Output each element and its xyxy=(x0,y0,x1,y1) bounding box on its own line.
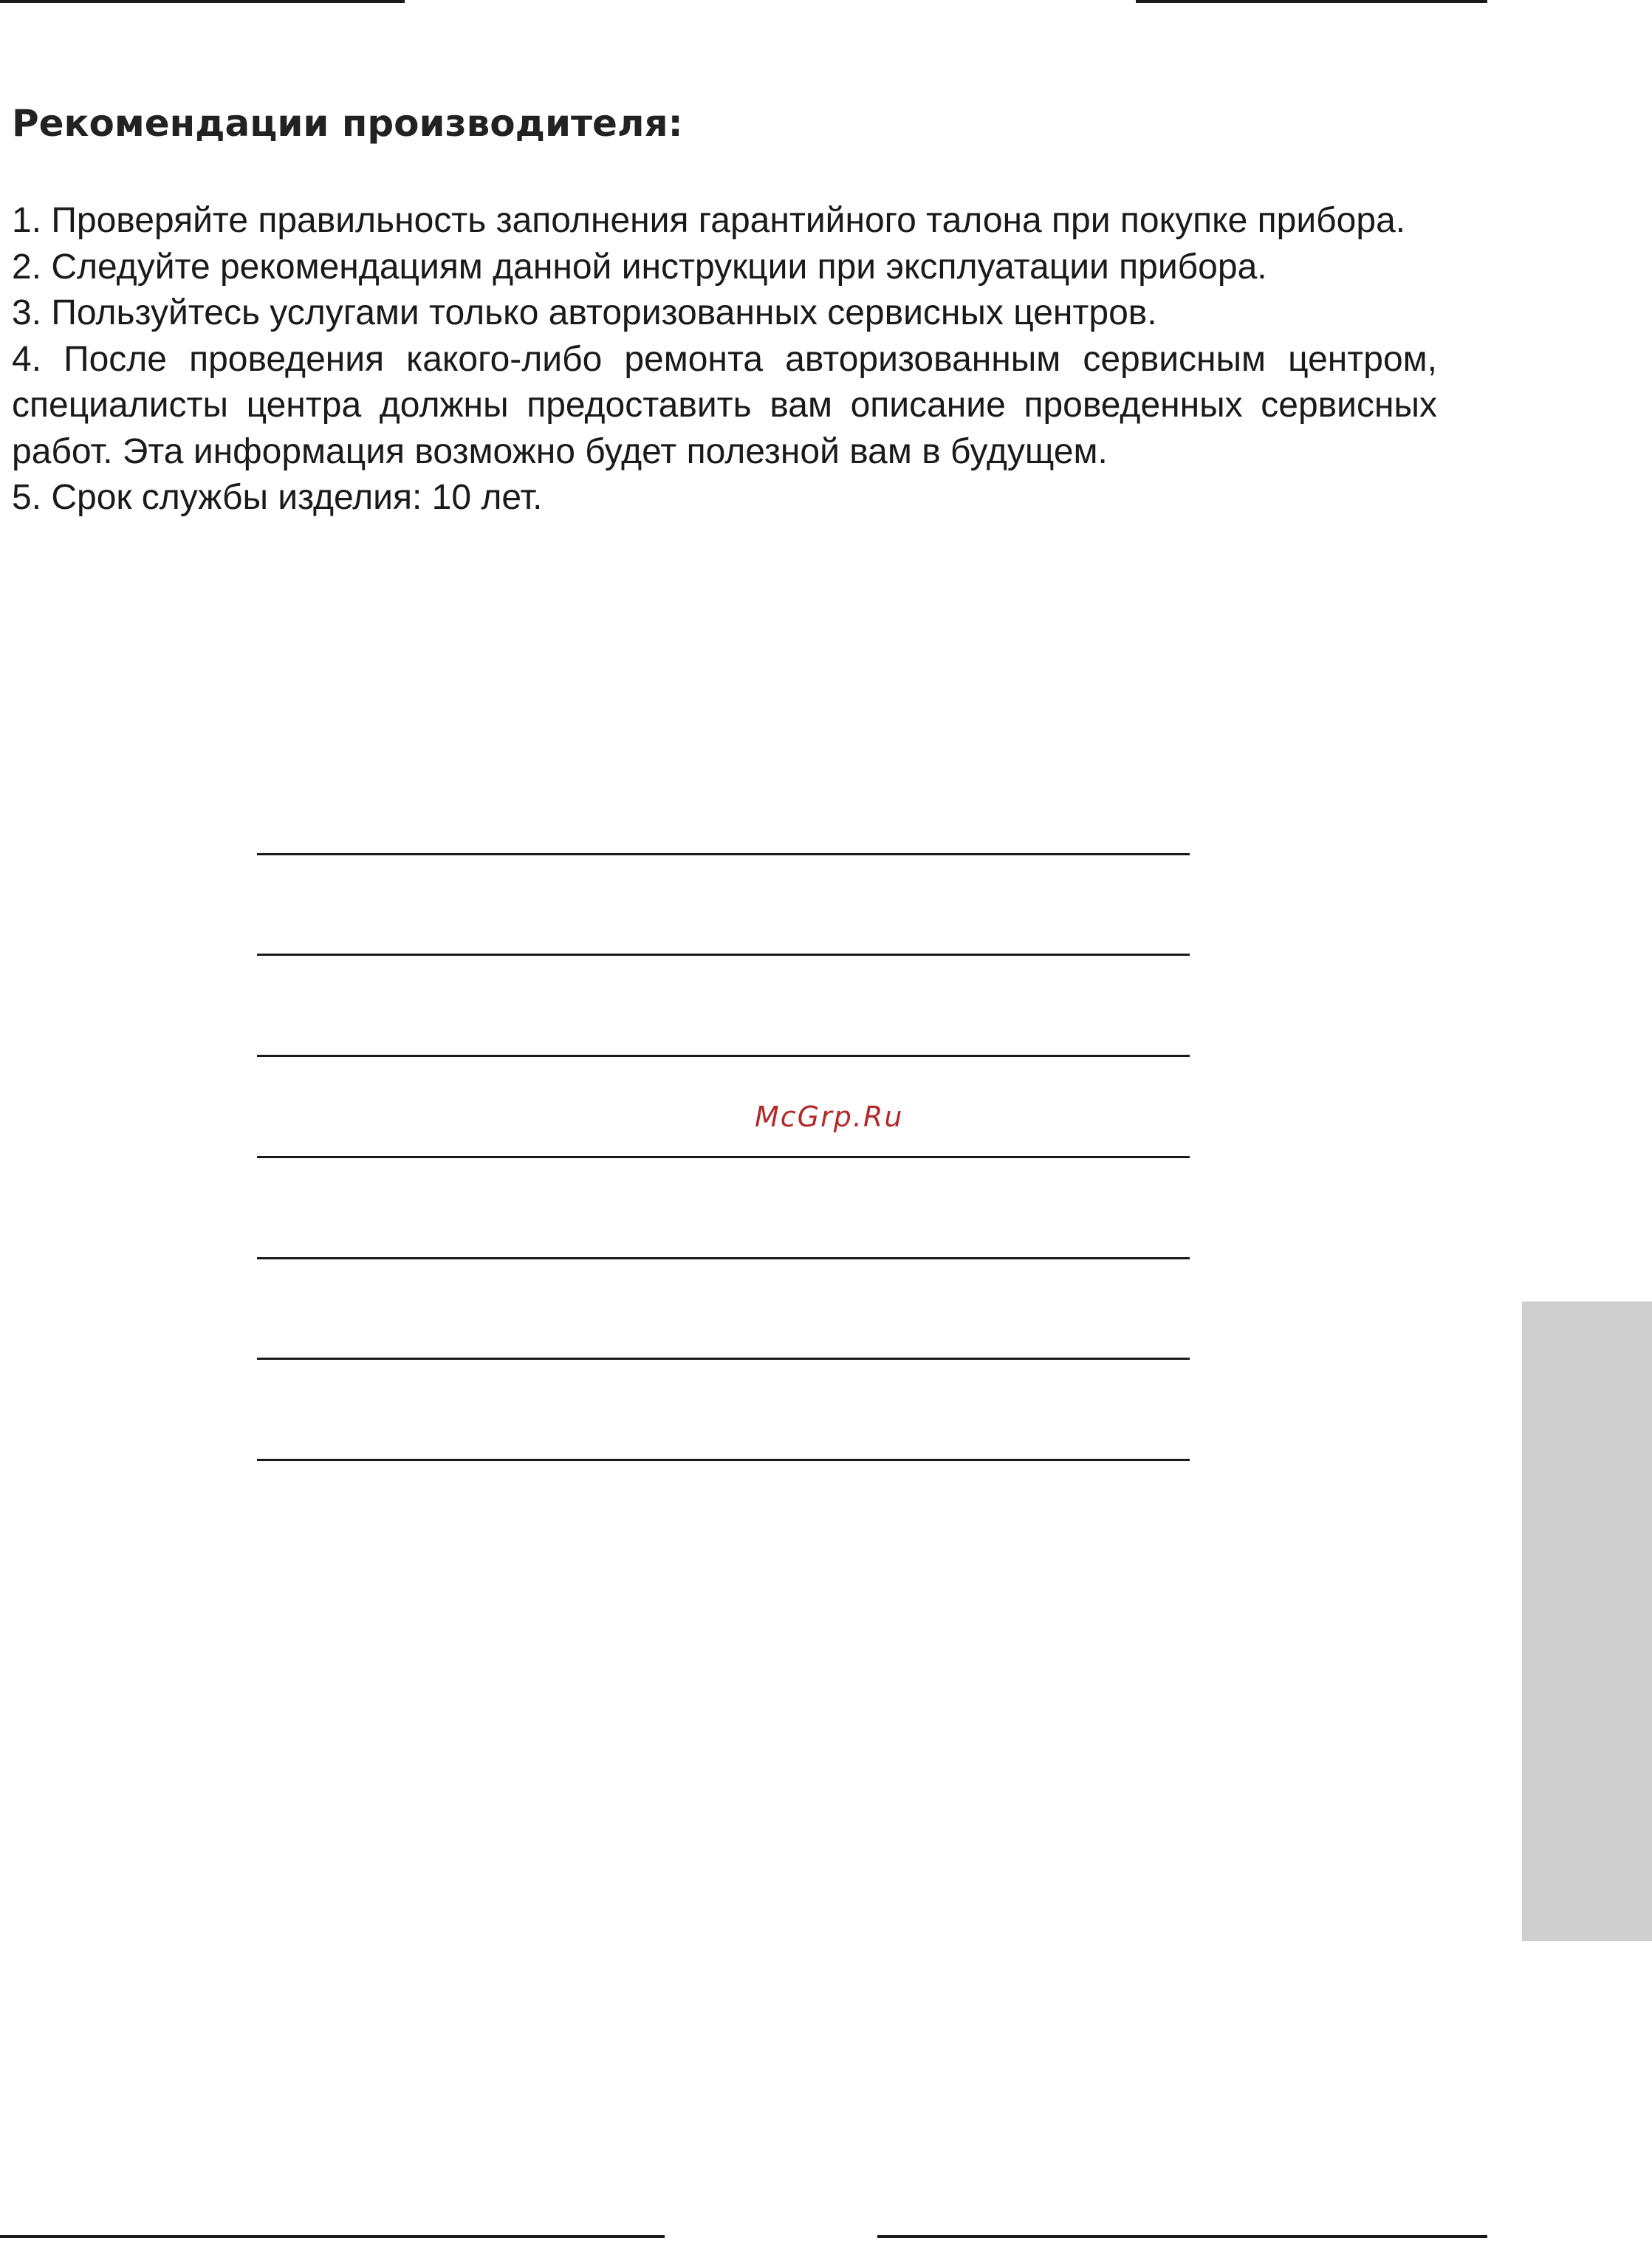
bottom-rule-left xyxy=(0,2235,665,2238)
blank-line-2 xyxy=(257,954,1190,956)
blank-line-3 xyxy=(257,1055,1190,1057)
blank-line-5 xyxy=(257,1257,1190,1259)
watermark-text: McGrp.Ru xyxy=(755,1101,904,1133)
blank-line-1 xyxy=(257,853,1190,855)
page-heading: Рекомендации производителя: xyxy=(12,102,683,145)
blank-line-4 xyxy=(257,1156,1190,1158)
top-rule-left xyxy=(0,0,405,3)
recommendation-item-2: 2. Следуйте рекомендациям данной инструкции при эксплуатации прибора. xyxy=(12,247,1267,287)
top-rule-right xyxy=(1136,0,1487,3)
blank-line-6 xyxy=(257,1358,1190,1360)
recommendation-item-5: 5. Срок службы изделия: 10 лет. xyxy=(12,478,543,517)
blank-line-7 xyxy=(257,1459,1190,1461)
bottom-rule-right xyxy=(877,2235,1487,2238)
side-tab xyxy=(1522,1301,1652,1941)
recommendation-item-1: 1. Проверяйте правильность заполнения гарантийного талона при покупке прибора. xyxy=(12,201,1406,240)
recommendation-item-3: 3. Пользуйтесь услугами только авторизованных сервисных центров. xyxy=(12,293,1157,332)
recommendation-item-4: 4. После проведения какого-либо ремонта авторизованным сервисным центром, специалисты центра должны предоставить вам описание проведенных сервисных работ. Эта информация возможно будет полезной вам в будущем. xyxy=(12,339,1437,471)
recommendations-list xyxy=(12,198,1437,521)
